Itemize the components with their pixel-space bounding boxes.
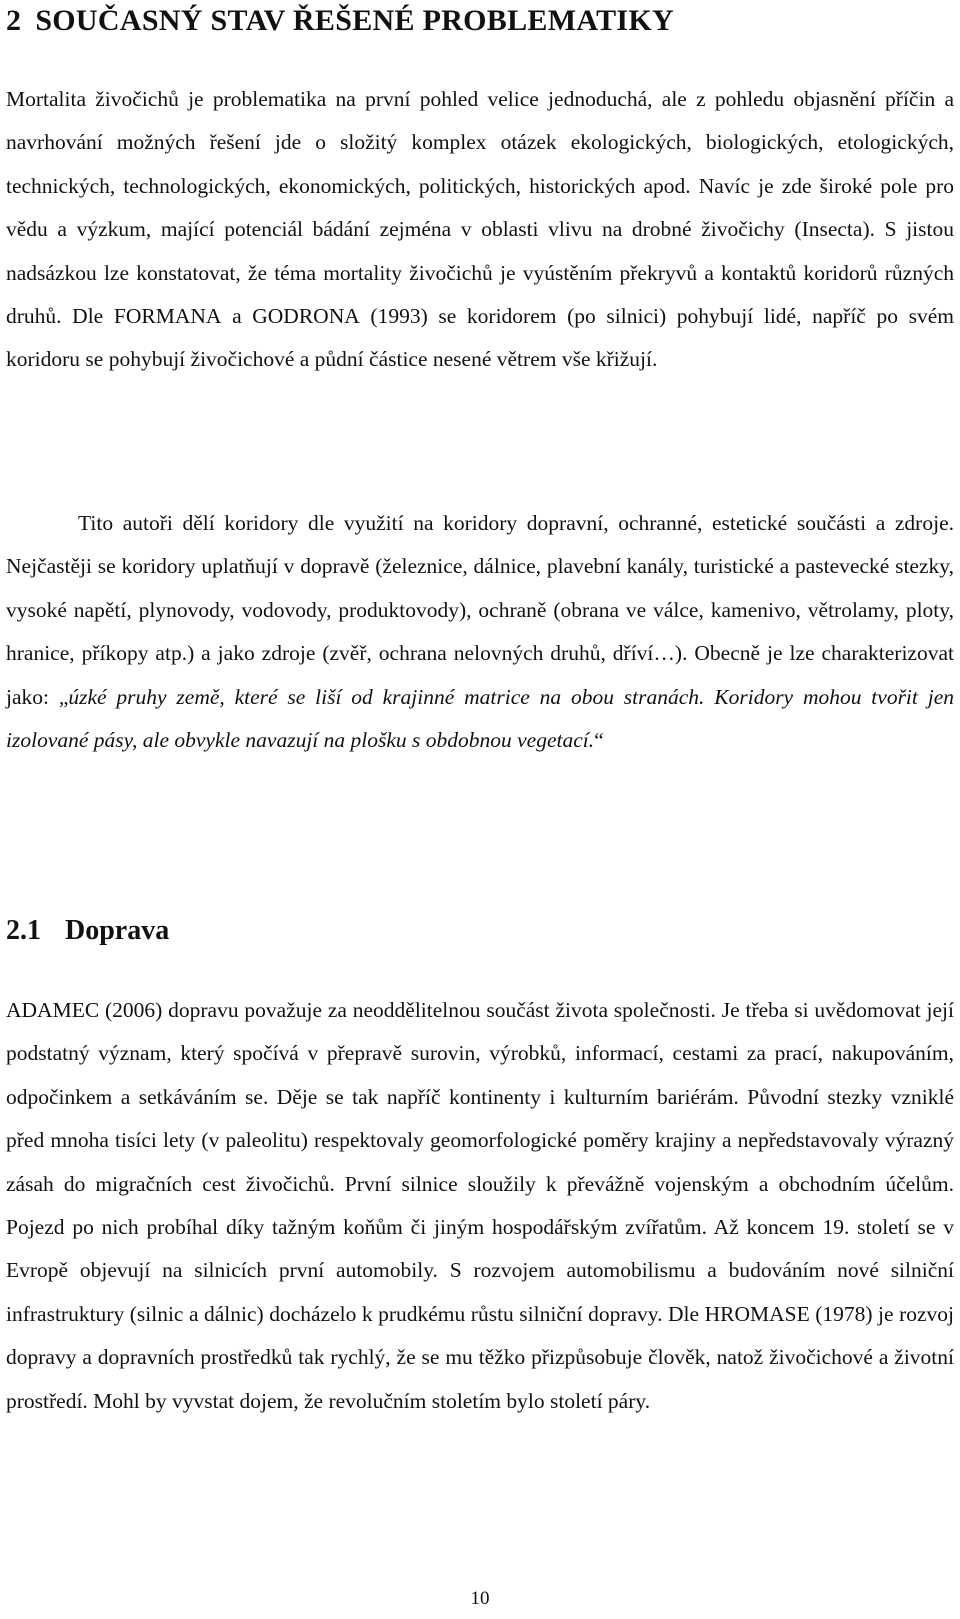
paragraph-text: a <box>221 304 253 329</box>
section-number: 2.1 <box>6 915 41 946</box>
paragraph-text: Tito autoři dělí koridory dle využití na koridory dopravní, ochranné, estetické součásti a zdroje. Nejčastěji se koridory uplatňují v dopravě (železnice, dálnice, plavební kanály, turistické a pastevecké stezky, vysoké napětí, plynovody, vodovody, produktovody), ochraně (obrana ve válce, kamenivo, větrolamy, ploty, hranice, příkopy atp.) a jako zdroje (zvěř, ochrana nelovných druhů, dříví…). Obecně je lze charakterizovat jako: „ <box>6 511 954 709</box>
chapter-number: 2 <box>6 4 22 37</box>
author-adamec: ADAMEC <box>6 998 100 1022</box>
paragraph-text: (1993) se koridorem (po silnici) pohybují lidé, napříč po svém koridoru se pohybují živočichové a půdní částice nesené větrem vše křižují. <box>6 304 955 372</box>
page-number: 10 <box>470 1588 490 1609</box>
chapter-title: SOUČASNÝ STAV ŘEŠENÉ PROBLEMATIKY <box>35 4 674 37</box>
author-forman: FORMANA <box>113 304 222 329</box>
paragraph-corridors <box>6 502 954 762</box>
section-title: Doprava <box>65 915 170 946</box>
closing-quote-mark: “ <box>594 728 604 753</box>
paragraph-transport <box>6 989 954 1423</box>
corridor-definition-quote: úzké pruhy země, které se liší od krajinné matrice na obou stranách. Koridory mohou tvořit jen izolované pásy, ale obvykle navazují na plošku s obdobnou vegetací. <box>6 684 954 753</box>
paragraph-text: (2006) dopravu považuje za neoddělitelnou součást života společnosti. Je třeba si uvědomovat její podstatný význam, který spočívá v přepravě surovin, výrobků, informací, cestami za prací, nakupováním, odpočinkem a setkáváním se. Děje se tak napříč kontinenty i kulturním bariérám. Původní stezky vzniklé před mnoha tisíci lety (v paleolitu) respektovaly geomorfologické poměry krajiny a nepředstavovaly výrazný zásah do migračních cest živočichů. První silnice sloužily k převážně vojenským a obchodním účelům. Pojezd po nich probíhal díky tažným koňům či jiným hospodářským zvířatům. Až koncem 19. století se v Evropě objevují na silnicích první automobily. S rozvojem automobilismu a budováním nové silniční infrastruktury (silnic a dálnic) docházelo k prudkému růstu silniční dopravy. Dle <box>6 998 954 1326</box>
author-hromas: HROMASE <box>704 1301 810 1326</box>
paragraph-text: Mortalita živočichů je problematika na první pohled velice jednoduchá, ale z pohledu objasnění příčin a navrhování možných řešení jde o složitý komplex otázek ekologických, biologických, etologických, technických, technologických, ekonomických, politických, historických apod. Navíc je zde široké pole pro vědu a výzkum, mající potenciál bádání zejména v oblasti vlivu na drobné živočichy (Insecta). S jistou nadsázkou lze konstatovat, že téma mortality živočichů je vyústěním překryvů a kontaktů koridorů různých druhů. Dle <box>6 87 954 329</box>
section-heading <box>6 915 169 947</box>
paragraph-mortality <box>6 78 954 382</box>
paragraph-text: (1978) je rozvoj dopravy a dopravních prostředků tak rychlý, že se mu těžko přizpůsobuje člověk, natož živočichové a životní prostředí. Mohl by vyvstat dojem, že revolučním stoletím bylo století páry. <box>6 1301 954 1413</box>
author-godron: GODRONA <box>252 304 360 329</box>
chapter-heading <box>6 4 674 38</box>
